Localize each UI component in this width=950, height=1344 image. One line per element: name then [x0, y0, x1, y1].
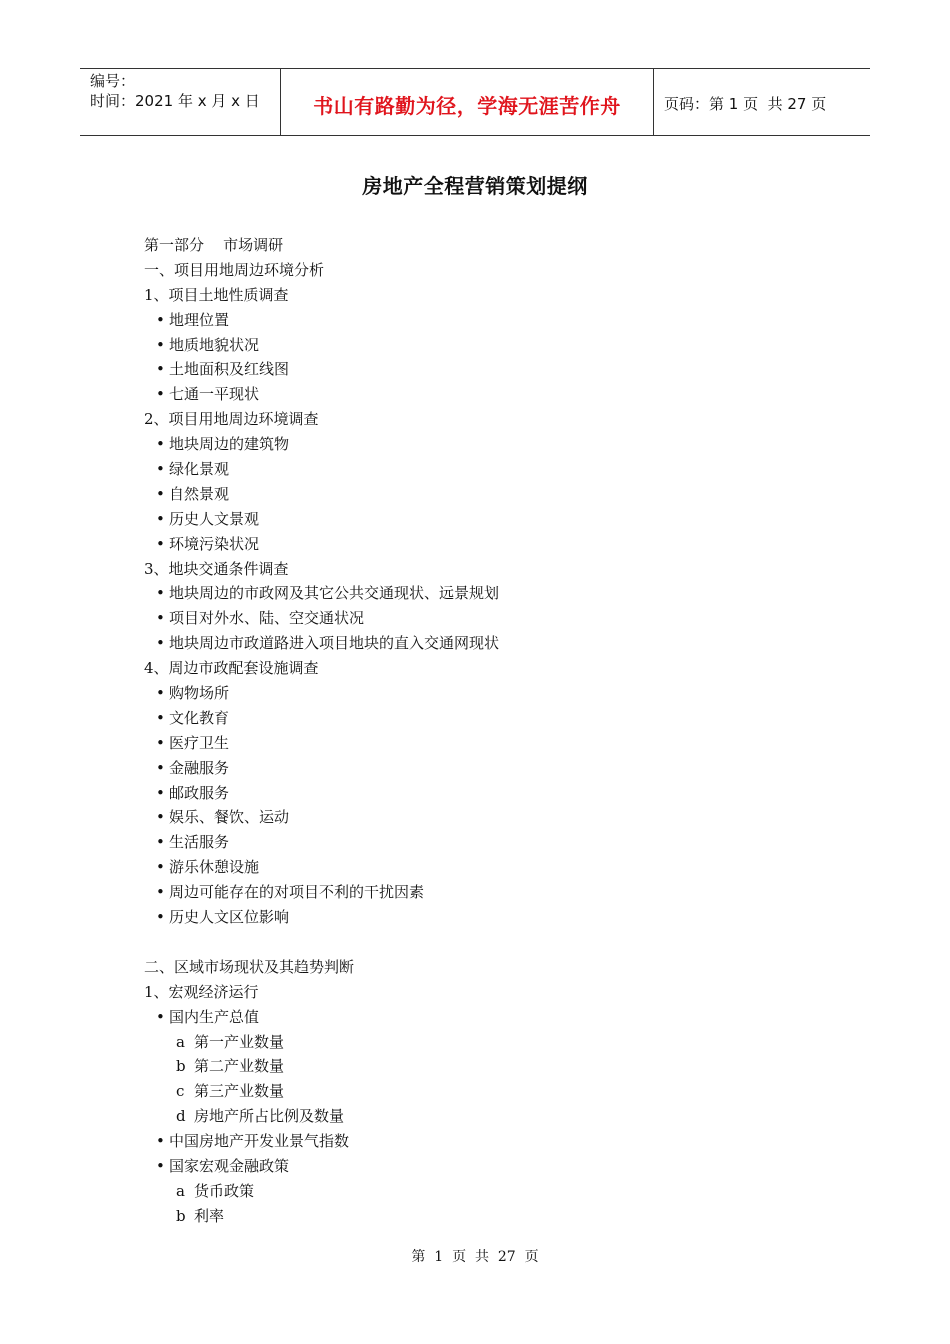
bullet-text: 地质地貌状况: [169, 335, 260, 354]
bullet-item: [144, 631, 844, 656]
bullet-item: [144, 581, 844, 606]
header-motto: 书山有路勤为径，学海无涯苦作舟: [281, 69, 654, 135]
bullet-text: 国内生产总值: [169, 1007, 260, 1026]
bullet-dot-icon: •: [156, 484, 165, 503]
header-meta: [80, 69, 281, 135]
bullet-dot-icon: •: [156, 385, 165, 404]
bullet-item: [144, 880, 844, 905]
bullet-dot-icon: •: [156, 1007, 165, 1026]
bullet-text: 生活服务: [169, 833, 230, 852]
bullet-dot-icon: •: [156, 808, 165, 827]
bullet-item: [144, 482, 844, 507]
outline-heading: 3、地块交通条件调查: [144, 559, 289, 578]
outline-heading: 二、区域市场现状及其趋势判断: [144, 957, 355, 976]
sub-item-letter: c: [176, 1082, 185, 1101]
bullet-text: 地块周边市政道路进入项目地块的直入交通网现状: [169, 634, 500, 653]
sub-item-letter: d: [176, 1107, 186, 1126]
bullet-text: 土地面积及红线图: [169, 360, 290, 379]
bullet-text: 历史人文景观: [169, 509, 260, 528]
bullet-dot-icon: •: [156, 883, 165, 902]
outline-heading: 一、项目用地周边环境分析: [144, 260, 325, 279]
page-footer: 第 1 页 共 27 页: [411, 1249, 539, 1265]
sub-item-text: 第三产业数量: [194, 1082, 285, 1101]
bullet-text: 游乐休憩设施: [169, 858, 260, 877]
bullet-item: [144, 855, 844, 880]
sub-item-text: 第一产业数量: [194, 1032, 285, 1051]
bullet-dot-icon: •: [156, 1132, 165, 1151]
bullet-item: [144, 457, 844, 482]
bullet-dot-icon: •: [156, 584, 165, 603]
bullet-item: [144, 731, 844, 756]
bullet-text: 邮政服务: [169, 783, 230, 802]
bullet-text: 历史人文区位影响: [169, 908, 290, 927]
blank-line: [144, 930, 844, 955]
bullet-text: 地理位置: [169, 310, 230, 329]
bullet-text: 环境污染状况: [169, 534, 260, 553]
bullet-item: [144, 706, 844, 731]
bullet-text: 七通一平现状: [169, 385, 260, 404]
outline-heading: 2、项目用地周边环境调查: [144, 410, 319, 429]
bullet-text: 文化教育: [169, 708, 230, 727]
bullet-text: 地块周边的市政网及其它公共交通现状、远景规划: [169, 584, 500, 603]
bullet-dot-icon: •: [156, 335, 165, 354]
outline-heading: 1、宏观经济运行: [144, 982, 259, 1001]
sub-item-text: 第二产业数量: [194, 1057, 285, 1076]
bullet-item: [144, 308, 844, 333]
bullet-item: [144, 606, 844, 631]
sub-item-letter: a: [176, 1181, 185, 1200]
bullet-text: 绿化景观: [169, 460, 230, 479]
bullet-item: [144, 1129, 844, 1154]
bullet-text: 国家宏观金融政策: [169, 1156, 290, 1175]
bullet-dot-icon: •: [156, 460, 165, 479]
bullet-dot-icon: •: [156, 609, 165, 628]
bullet-dot-icon: •: [156, 783, 165, 802]
bullet-item: [144, 805, 844, 830]
bullet-dot-icon: •: [156, 360, 165, 379]
bullet-dot-icon: •: [156, 634, 165, 653]
bullet-dot-icon: •: [156, 833, 165, 852]
sub-item: [144, 1079, 844, 1104]
bullet-text: 自然景观: [169, 484, 230, 503]
bullet-dot-icon: •: [156, 534, 165, 553]
bullet-item: [144, 532, 844, 557]
sub-item-text: 利率: [194, 1206, 225, 1225]
bullet-item: [144, 1005, 844, 1030]
outline-body: [144, 233, 844, 1229]
bullet-item: [144, 681, 844, 706]
bullet-dot-icon: •: [156, 908, 165, 927]
bullet-text: 娱乐、餐饮、运动: [169, 808, 290, 827]
sub-item: [144, 1054, 844, 1079]
bullet-dot-icon: •: [156, 1156, 165, 1175]
sub-item: [144, 1030, 844, 1055]
sub-item-letter: b: [176, 1057, 186, 1076]
bullet-text: 医疗卫生: [169, 733, 230, 752]
bullet-dot-icon: •: [156, 708, 165, 727]
page-info-text: 页码：第 1 页 共 27 页: [664, 94, 827, 113]
bullet-item: [144, 333, 844, 358]
bullet-item: [144, 382, 844, 407]
bullet-item: [144, 507, 844, 532]
bullet-dot-icon: •: [156, 509, 165, 528]
bullet-dot-icon: •: [156, 310, 165, 329]
sub-item-text: 房地产所占比例及数量: [194, 1107, 345, 1126]
bullet-text: 项目对外水、陆、空交通状况: [169, 609, 365, 628]
bullet-item: [144, 781, 844, 806]
bullet-item: [144, 756, 844, 781]
code-label: 编号：: [90, 72, 136, 90]
bullet-text: 金融服务: [169, 758, 230, 777]
bullet-text: 中国房地产开发业景气指数: [169, 1132, 350, 1151]
bullet-dot-icon: •: [156, 758, 165, 777]
sub-item: [144, 1204, 844, 1229]
bullet-text: 周边可能存在的对项目不利的干扰因素: [169, 883, 425, 902]
date-label: 时间：2021 年 x 月 x 日: [90, 92, 260, 110]
bullet-dot-icon: •: [156, 733, 165, 752]
page-header: [80, 68, 870, 136]
sub-item: [144, 1104, 844, 1129]
sub-item-letter: b: [176, 1206, 186, 1225]
outline-heading: 4、周边市政配套设施调查: [144, 659, 319, 678]
bullet-text: 购物场所: [169, 684, 230, 703]
bullet-dot-icon: •: [156, 858, 165, 877]
sub-item-text: 货币政策: [194, 1181, 255, 1200]
bullet-item: [144, 432, 844, 457]
bullet-dot-icon: •: [156, 684, 165, 703]
outline-heading: 第一部分 市场调研: [144, 236, 284, 254]
bullet-text: 地块周边的建筑物: [169, 435, 290, 454]
bullet-item: [144, 830, 844, 855]
sub-item-letter: a: [176, 1032, 185, 1051]
header-page-info: [654, 69, 870, 135]
bullet-dot-icon: •: [156, 435, 165, 454]
bullet-item: [144, 905, 844, 930]
sub-item: [144, 1179, 844, 1204]
bullet-item: [144, 1154, 844, 1179]
bullet-item: [144, 357, 844, 382]
document-title: 房地产全程营销策划提纲: [362, 174, 588, 198]
outline-heading: 1、项目土地性质调查: [144, 285, 289, 304]
